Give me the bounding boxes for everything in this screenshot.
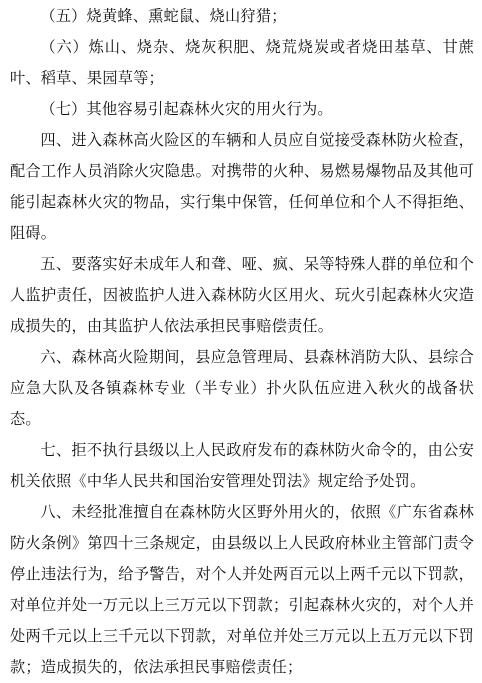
paragraph-section-6: 六、森林高火险期间，县应急管理局、县森林消防大队、县综合应急大队及各镇森林专业（半专业）扑火队伍应进入秋火的战备状态。 — [10, 348, 474, 428]
paragraph-item-6: （六）炼山、烧杂、烧灰积肥、烧荒烧炭或者烧田基草、甘蔗叶、稻草、果园草等； — [10, 38, 474, 87]
paragraph-section-7: 七、拒不执行县级以上人民政府发布的森林防火命令的，由公安机关依照《中华人民共和国治安管理处罚法》规定给予处罚。 — [10, 441, 474, 490]
paragraph-section-8: 八、未经批准擅自在森林防火区野外用火的，依照《广东省森林防火条例》第四十三条规定，由县级以上人民政府林业主管部门责令停止违法行为，给予警告，对个人并处两百元以上两千元以下罚款，对单位并处一万元以上三万元以下罚款；引起森林火灾的，对个人并处两千元以上三千元以下罚款，对单位并处三万元以上五万元以下罚款；造成损失的，依法承担民事赔偿责任； — [10, 503, 474, 676]
paragraph-section-4: 四、进入森林高火险区的车辆和人员应自觉接受森林防火检查，配合工作人员消除火灾隐患。对携带的火种、易燃易爆物品及其他可能引起森林火灾的物品，实行集中保管，任何单位和个人不得拒绝、阻碍。 — [10, 131, 474, 242]
paragraph-item-7: （七）其他容易引起森林火灾的用火行为。 — [40, 100, 333, 118]
paragraph-section-5: 五、要落实好未成年人和聋、哑、疯、呆等特殊人群的单位和个人监护责任，因被监护人进入森林防火区用火、玩火引起森林火灾造成损失的，由其监护人依法承担民事赔偿责任。 — [10, 255, 474, 335]
paragraph-item-5: （五）烧黄蜂、熏蛇鼠、烧山狩猎； — [40, 7, 287, 25]
